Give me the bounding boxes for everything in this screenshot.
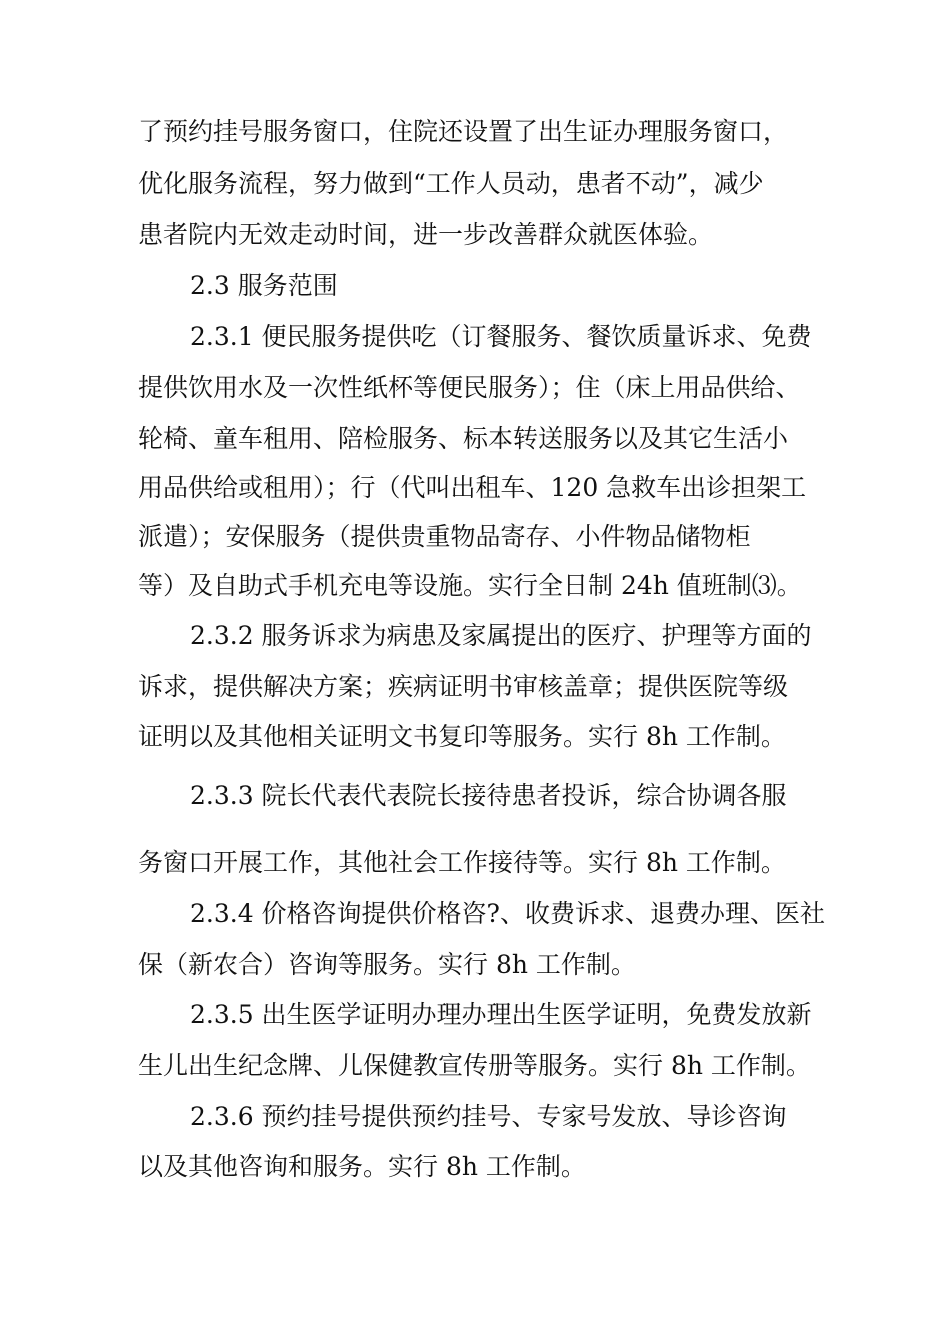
paragraph-line: 轮椅、童车租用、陪检服务、标本转送服务以及其它生活小 <box>138 424 789 453</box>
paragraph-line: 生儿出生纪念牌、儿保健教宣传册等服务。实行 8h 工作制。 <box>138 1051 811 1080</box>
paragraph-line: 优化服务流程，努力做到“工作人员动，患者不动”，减少 <box>138 169 764 198</box>
paragraph-line: 保（新农合）咨询等服务。实行 8h 工作制。 <box>138 950 636 979</box>
paragraph-line: 证明以及其他相关证明文书复印等服务。实行 8h 工作制。 <box>138 722 786 751</box>
paragraph-line: 以及其他咨询和服务。实行 8h 工作制。 <box>138 1152 586 1181</box>
paragraph-line: 2.3.4 价格咨询提供价格咨?、收费诉求、退费办理、医社 <box>190 899 825 928</box>
paragraph-line: 等）及自助式手机充电等设施。实行全日制 24h 值班制⑶。 <box>138 571 802 600</box>
paragraph-line: 2.3.5 出生医学证明办理办理出生医学证明，免费发放新 <box>190 1000 812 1029</box>
paragraph-line: 2.3.2 服务诉求为病患及家属提出的医疗、护理等方面的 <box>190 621 812 650</box>
paragraph-line: 患者院内无效走动时间，进一步改善群众就医体验。 <box>138 220 714 249</box>
paragraph-line: 2.3.6 预约挂号提供预约挂号、专家号发放、导诊咨询 <box>190 1102 787 1131</box>
paragraph-line: 提供饮用水及一次性纸杯等便民服务）；住（床上用品供给、 <box>138 373 801 402</box>
section-heading: 2.3 服务范围 <box>190 271 338 300</box>
paragraph-line: 了预约挂号服务窗口，住院还设置了出生证办理服务窗口， <box>138 117 789 146</box>
paragraph-line: 用品供给或租用）；行（代叫出租车、120 急救车出诊担架工 <box>138 473 807 502</box>
paragraph-line: 2.3.1 便民服务提供吃（订餐服务、餐饮质量诉求、免费 <box>190 322 812 351</box>
paragraph-line: 派遣）；安保服务（提供贵重物品寄存、小件物品储物柜 <box>138 522 751 551</box>
paragraph-line: 诉求，提供解决方案；疾病证明书审核盖章；提供医院等级 <box>138 672 789 701</box>
paragraph-line: 务窗口开展工作，其他社会工作接待等。实行 8h 工作制。 <box>138 848 786 877</box>
paragraph-line: 2.3.3 院长代表代表院长接待患者投诉，综合协调各服 <box>190 781 787 810</box>
